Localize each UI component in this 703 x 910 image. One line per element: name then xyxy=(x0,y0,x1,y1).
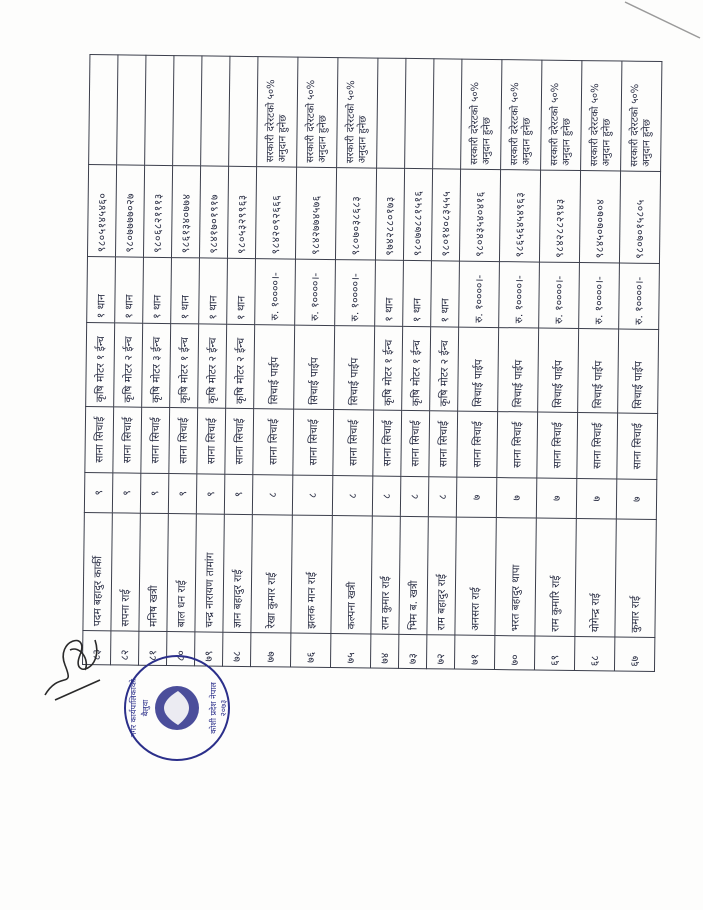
category-cell: साना सिचाई xyxy=(497,412,538,478)
remark-cell: सरकारी दरेरटको ५०% अनुदान हुनेछ xyxy=(257,57,298,167)
name-cell: पदम बहादुर कार्की xyxy=(83,513,112,631)
phone-cell: ९८०५१४५४६० xyxy=(87,165,116,257)
remark-cell xyxy=(201,56,230,166)
quantity-cell: १ थान xyxy=(115,257,144,323)
item-cell: कृषि मोटर २ ईन्च xyxy=(198,324,227,408)
quantity-cell: १ थान xyxy=(375,260,404,326)
item-cell: कृषि मोटर १ ईन्च xyxy=(86,323,115,407)
name-cell: राम कुमार राई xyxy=(371,516,400,634)
phone-cell: ९८४२८८२९४३ xyxy=(539,170,580,262)
ward-cell: ७ xyxy=(536,478,576,518)
quantity-cell: रु. १००००।- xyxy=(255,259,296,325)
phone-cell: ९८४२७७४५७६ xyxy=(295,167,336,259)
phone-cell: ९८०४३५४०४१६ xyxy=(459,169,500,261)
quantity-cell: १ थान xyxy=(87,257,116,323)
beneficiary-table xyxy=(82,54,662,672)
name-cell: ज्ञान बहादुर राई xyxy=(223,514,252,632)
remark-cell xyxy=(173,56,202,166)
stamp-line-1: नगर कार्यपालिकाको xyxy=(129,678,138,738)
phone-cell: ९८४१७०१९१७ xyxy=(199,166,228,258)
ward-cell: ९ xyxy=(112,473,140,513)
serial-number-cell: ८३ xyxy=(83,631,111,665)
item-cell: सिचाई पाईप xyxy=(618,329,659,413)
quantity-cell: रु. १००००।- xyxy=(619,263,660,329)
ward-cell: ९ xyxy=(196,474,224,514)
phone-cell: ९८४२०९२६६६ xyxy=(255,167,296,259)
item-cell: कृषि मोटर २ ईन्च xyxy=(114,323,143,407)
phone-cell: ९८०१४०८३५५५ xyxy=(431,169,460,261)
name-cell: अनसरा राई xyxy=(455,517,496,635)
rotated-table-wrapper xyxy=(82,55,655,672)
serial-number-cell: ७३ xyxy=(398,634,426,668)
phone-cell: ९८०७७७७०२७ xyxy=(115,165,144,257)
serial-number-cell: ६८ xyxy=(574,637,614,671)
name-cell: भरत बहादुर थापा xyxy=(495,518,536,636)
item-cell: सिचाई पाईप xyxy=(254,325,295,409)
item-cell: सिचाई पाईप xyxy=(498,328,539,412)
name-cell: सपना राई xyxy=(111,513,140,631)
quantity-cell: रु. १००००।- xyxy=(295,259,336,325)
remark-cell: सरकारी दरेरटको ५०% अनुदान हुनेछ xyxy=(541,60,582,170)
name-cell: मनिष खत्री xyxy=(139,513,168,631)
serial-number-cell: ८२ xyxy=(111,631,139,665)
item-cell: कृषि मोटर १ ईन्च xyxy=(402,326,431,410)
ward-cell: ८ xyxy=(428,477,456,517)
phone-cell: ९८०७०१५८०५ xyxy=(619,171,660,263)
name-cell: भिम ब. खत्री xyxy=(399,516,428,634)
serial-number-cell: ७५ xyxy=(330,634,370,668)
phone-cell: ९८०७०३८६८३ xyxy=(335,168,376,260)
quantity-cell: रु. १००००।- xyxy=(539,262,580,328)
remark-cell: सरकारी दरेरटको ५०% अनुदान हुनेछ xyxy=(337,58,378,168)
item-cell: सिचाई पाईप xyxy=(294,325,335,409)
remark-cell: सरकारी दरेरटको ५०% अनुदान हुनेछ xyxy=(461,59,502,169)
item-cell: कृषि मोटर २ ईन्च xyxy=(226,324,255,408)
name-cell: चन्द्र नारायण तामांग xyxy=(195,514,224,632)
ward-cell: ७ xyxy=(456,477,496,517)
category-cell: साना सिचाई xyxy=(401,410,430,476)
name-cell: बाल धन राई xyxy=(167,514,196,632)
serial-number-cell: ७८ xyxy=(222,632,250,666)
phone-cell: ९८०६८२१११३ xyxy=(143,165,172,257)
category-cell: साना सिचाई xyxy=(113,407,142,473)
ward-cell: ९ xyxy=(140,473,168,513)
serial-number-cell: ६९ xyxy=(534,636,574,670)
category-cell: साना सिचाई xyxy=(85,407,114,473)
category-cell: साना सिचाई xyxy=(253,409,294,475)
category-cell: साना सिचाई xyxy=(429,411,458,477)
quantity-cell: रु. १००००।- xyxy=(499,262,540,328)
item-cell: कृषि मोटर १ ईन्च xyxy=(374,326,403,410)
remark-cell xyxy=(117,55,146,165)
quantity-cell: रु. १००००।- xyxy=(459,261,500,327)
name-cell: योगेन्द्र राई xyxy=(575,519,616,637)
category-cell: साना सिचाई xyxy=(141,407,170,473)
item-cell: कृषि मोटर १ ईन्च xyxy=(170,324,199,408)
item-cell: सिचाई पाईप xyxy=(334,326,375,410)
category-cell: साना सिचाई xyxy=(617,413,658,479)
ward-cell: ८ xyxy=(252,475,292,515)
ward-cell: ८ xyxy=(292,475,332,515)
serial-number-cell: ७० xyxy=(494,636,534,670)
serial-number-cell: ८० xyxy=(166,632,194,666)
serial-number-cell: ७४ xyxy=(370,634,398,668)
phone-cell: ९७४२८८०१७३ xyxy=(375,168,404,260)
remark-cell: सरकारी दरेरटको ५०% अनुदान हुनेछ xyxy=(501,60,542,170)
name-cell: राम कुमारि राई xyxy=(535,518,576,636)
category-cell: साना सिचाई xyxy=(169,408,198,474)
category-cell: साना सिचाई xyxy=(333,410,374,476)
phone-cell: ९८६१३४०७७४ xyxy=(171,166,200,258)
item-cell: कृषि मोटर ३ ईन्च xyxy=(142,323,171,407)
stamp-year: २०७३ xyxy=(219,699,228,717)
category-cell: साना सिचाई xyxy=(373,410,402,476)
remark-cell: सरकारी दरेरटको ५०% अनुदान हुनेछ xyxy=(621,61,662,171)
ward-cell: ७ xyxy=(496,478,536,518)
name-cell: राम बहादुर राई xyxy=(427,517,456,635)
remark-cell: सरकारी दरेरटको ५०% अनुदान हुनेछ xyxy=(297,57,338,167)
category-cell: साना सिचाई xyxy=(537,412,578,478)
remark-cell xyxy=(433,59,462,169)
ward-cell: ७ xyxy=(576,479,616,519)
serial-number-cell: ७१ xyxy=(454,635,494,669)
quantity-cell: १ थान xyxy=(143,257,172,323)
quantity-cell: १ थान xyxy=(431,261,460,327)
stamp-line-3: कोशी प्रदेश नेपाल xyxy=(209,682,218,734)
category-cell: साना सिचाई xyxy=(577,413,618,479)
phone-cell: ९८४५०७०७०४ xyxy=(579,171,620,263)
remark-cell xyxy=(377,58,406,168)
quantity-cell: १ थान xyxy=(171,258,200,324)
item-cell: कृषि मोटर २ ईन्च xyxy=(430,327,459,411)
quantity-cell: १ थान xyxy=(403,260,432,326)
quantity-cell: रु. १००००।- xyxy=(335,260,376,326)
table-row xyxy=(614,61,661,671)
item-cell: सिचाई पाईप xyxy=(538,328,579,412)
name-cell: कल्पना खत्री xyxy=(331,516,372,634)
quantity-cell: रु. १००००।- xyxy=(579,263,620,329)
category-cell: साना सिचाई xyxy=(293,409,334,475)
remark-cell xyxy=(145,55,174,165)
phone-cell: ९८०५३२९९६३ xyxy=(227,166,256,258)
remark-cell: सरकारी दरेरटको ५०% अनुदान हुनेछ xyxy=(581,61,622,171)
name-cell: कुमार राई xyxy=(615,519,656,637)
ward-cell: ९ xyxy=(224,474,252,514)
office-seal xyxy=(120,650,235,765)
serial-number-cell: ७७ xyxy=(250,633,290,667)
ward-cell: ९ xyxy=(168,474,196,514)
remark-cell xyxy=(229,56,258,166)
remark-cell xyxy=(405,58,434,168)
category-cell: साना सिचाई xyxy=(225,408,254,474)
category-cell: साना सिचाई xyxy=(197,408,226,474)
serial-number-cell: ८१ xyxy=(139,631,167,665)
serial-number-cell: ७२ xyxy=(426,635,454,669)
item-cell: सिचाई पाईप xyxy=(458,327,499,411)
ward-cell: ८ xyxy=(400,476,428,516)
serial-number-cell: ७६ xyxy=(290,633,330,667)
category-cell: साना सिचाई xyxy=(457,411,498,477)
name-cell: झलक मान राई xyxy=(291,515,332,633)
serial-number-cell: ७९ xyxy=(194,632,222,666)
name-cell: रेखा कुमार राई xyxy=(251,515,292,633)
quantity-cell: १ थान xyxy=(227,258,256,324)
phone-cell: ९८०७७८८१५१६ xyxy=(403,168,432,260)
handwritten-signature xyxy=(35,610,115,710)
item-cell: सिचाई पाईप xyxy=(578,329,619,413)
stamp-line-2: बैलुवा xyxy=(141,699,150,717)
quantity-cell: १ थान xyxy=(199,258,228,324)
phone-cell: ९८६५६४५४९६३ xyxy=(499,170,540,262)
ward-cell: ८ xyxy=(372,476,400,516)
ward-cell: ७ xyxy=(616,479,656,519)
ward-cell: ९ xyxy=(84,473,112,513)
serial-number-cell: ६७ xyxy=(614,637,654,671)
remark-cell xyxy=(89,55,118,165)
ward-cell: ८ xyxy=(332,476,372,516)
